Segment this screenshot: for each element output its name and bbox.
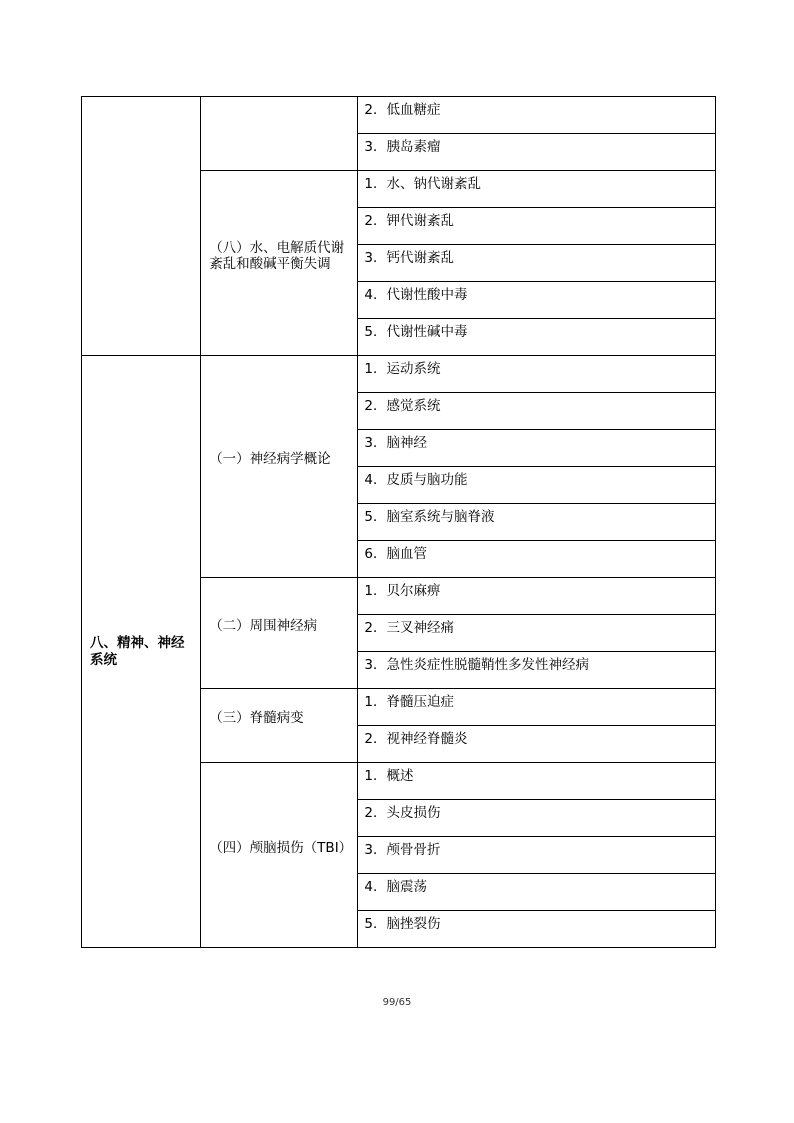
subsection-cell: （四）颅脑损伤（TBI） [201, 763, 358, 948]
table-row [82, 356, 716, 393]
item-cell: 3．胰岛素瘤 [358, 134, 716, 171]
item-cell: 5．代谢性碱中毒 [358, 319, 716, 356]
item-cell: 2．三叉神经痛 [358, 615, 716, 652]
subsection-cell: （八）水、电解质代谢 紊乱和酸碱平衡失调 [201, 171, 358, 356]
item-cell: 3．脑神经 [358, 430, 716, 467]
item-cell: 1．脊髓压迫症 [358, 689, 716, 726]
item-cell: 2．感觉系统 [358, 393, 716, 430]
item-cell: 2．钾代谢紊乱 [358, 208, 716, 245]
page-number: 99/65 [382, 997, 412, 1008]
item-cell: 1．概述 [358, 763, 716, 800]
category-cell [82, 97, 201, 356]
table-row [82, 97, 716, 134]
item-cell: 5．脑挫裂伤 [358, 911, 716, 948]
item-cell: 6．脑血管 [358, 541, 716, 578]
item-cell: 1．运动系统 [358, 356, 716, 393]
item-cell: 1．贝尔麻痹 [358, 578, 716, 615]
item-cell: 1．水、钠代谢紊乱 [358, 171, 716, 208]
item-cell: 4．脑震荡 [358, 874, 716, 911]
item-cell: 3．钙代谢紊乱 [358, 245, 716, 282]
item-cell: 2．头皮损伤 [358, 800, 716, 837]
syllabus-table [81, 96, 716, 948]
subsection-cell [201, 97, 358, 171]
item-cell: 4．代谢性酸中毒 [358, 282, 716, 319]
item-cell: 4．皮质与脑功能 [358, 467, 716, 504]
category-cell: 八、精神、神经系统 [82, 356, 201, 948]
subsection-cell: （二）周围神经病 [201, 578, 358, 689]
subsection-cell: （三）脊髓病变 [201, 689, 358, 763]
item-cell: 2．视神经脊髓炎 [358, 726, 716, 763]
subsection-cell: （一）神经病学概论 [201, 356, 358, 578]
item-cell: 3．颅骨骨折 [358, 837, 716, 874]
item-cell: 3．急性炎症性脱髓鞘性多发性神经病 [358, 652, 716, 689]
item-cell: 2．低血糖症 [358, 97, 716, 134]
item-cell: 5．脑室系统与脑脊液 [358, 504, 716, 541]
